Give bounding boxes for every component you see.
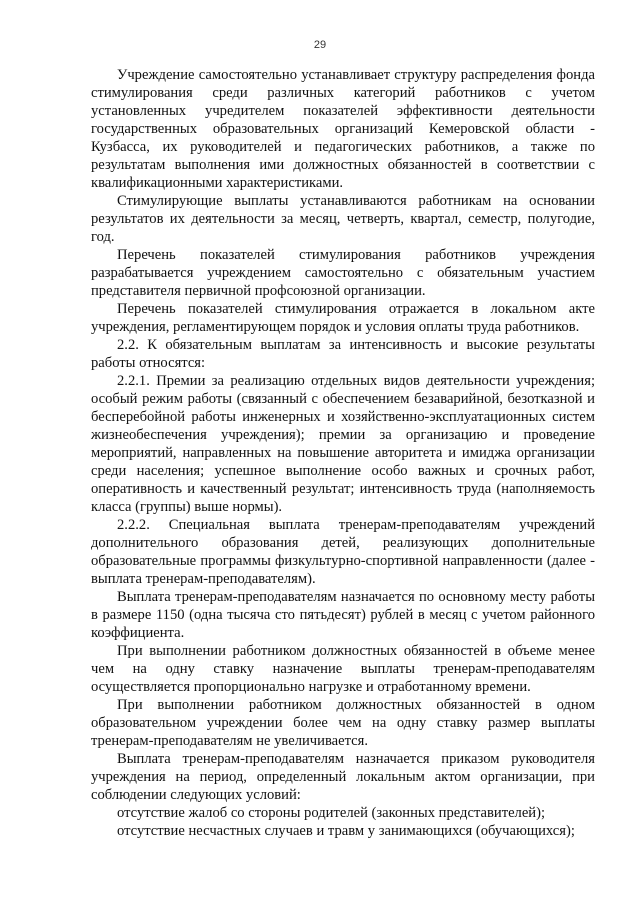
paragraph: Выплата тренерам-преподавателям назначается по основному месту работы в размере 1150 (одна тысяча сто пятьдесят) рублей в месяц с учетом районного коэффициента. [91, 589, 595, 641]
paragraph: При выполнении работником должностных обязанностей в объеме менее чем на одну ставку назначение выплаты тренерам-преподавателям осуществляется пропорционально нагрузке и отработанному времени. [91, 643, 595, 695]
section-paragraph-2-2-2: 2.2.2. Специальная выплата тренерам-преподавателям учреждений дополнительного образования детей, реализующих дополнительные образовательные программы физкультурно-спортивной направленности (далее - выплата тренерам-преподавателям). [91, 517, 595, 587]
document-body [91, 66, 595, 840]
condition-item: отсутствие несчастных случаев и травм у занимающихся (обучающихся); [117, 823, 575, 839]
paragraph: Учреждение самостоятельно устанавливает структуру распределения фонда стимулирования среди различных категорий работников с учетом установленных учредителем показателей эффективности деятельности государственных образовательных организаций Кемеровской области - Кузбасса, их руководителей и педагогических работников, а также по результатам выполнения ими должностных обязанностей в соответствии с квалификационными характеристиками. [91, 67, 595, 191]
section-paragraph-2-2: 2.2. К обязательным выплатам за интенсивность и высокие результаты работы относятся: [91, 337, 595, 371]
paragraph: Перечень показателей стимулирования отражается в локальном акте учреждения, регламентирующем порядок и условия оплаты труда работников. [91, 301, 595, 335]
page-number: 29 [313, 39, 327, 51]
condition-item: отсутствие жалоб со стороны родителей (законных представителей); [117, 805, 546, 821]
paragraph: Выплата тренерам-преподавателям назначается приказом руководителя учреждения на период, определенный локальным актом организации, при соблюдении следующих условий: [91, 751, 595, 803]
paragraph: Стимулирующие выплаты устанавливаются работникам на основании результатов их деятельности за месяц, четверть, квартал, семестр, полугодие, год. [91, 193, 595, 245]
paragraph: При выполнении работником должностных обязанностей в одном образовательном учреждении более чем на одну ставку размер выплаты тренерам-преподавателям не увеличивается. [91, 697, 595, 749]
section-paragraph-2-2-1: 2.2.1. Премии за реализацию отдельных видов деятельности учреждения; особый режим работы (связанный с обеспечением безаварийной, безотказной и бесперебойной работы инженерных и хозяйственно-эксплуатационных систем жизнеобеспечения учреждения); премии за организацию и проведение мероприятий, направленных на повышение авторитета и имиджа организации среди населения; успешное выполнение особо важных и срочных работ, оперативность и качественный результат; интенсивность труда (наполняемость класса (группы) выше нормы). [91, 373, 595, 515]
paragraph: Перечень показателей стимулирования работников учреждения разрабатывается учреждением самостоятельно с обязательным участием представителя первичной профсоюзной организации. [91, 247, 595, 299]
